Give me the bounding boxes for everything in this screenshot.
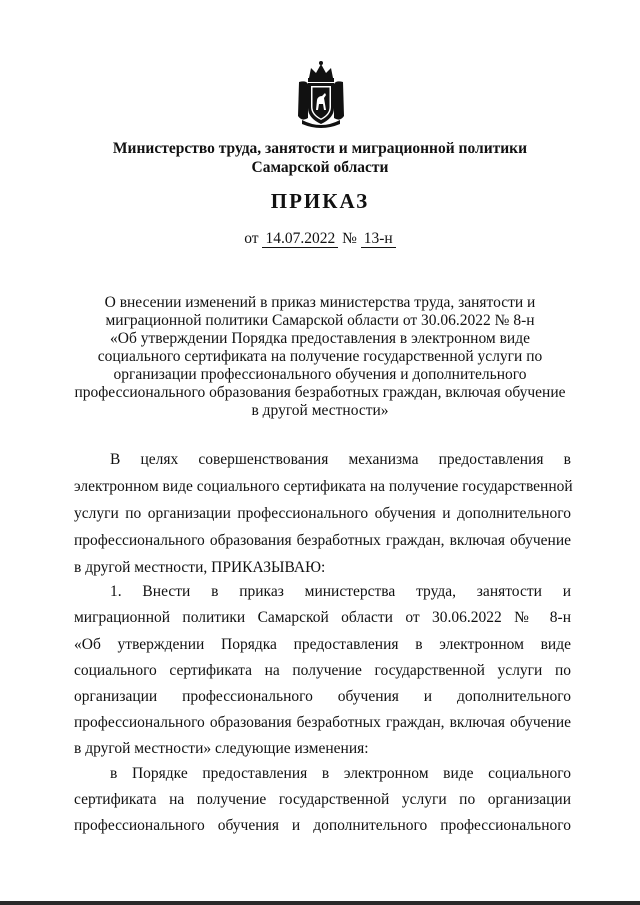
number-sign: № <box>342 230 357 247</box>
date-prefix: от <box>244 230 259 247</box>
subject-line: миграционной политики Самарской области от 30.06.2022 № 8-н <box>105 312 535 329</box>
body-line: социального сертификата на получение государственной услуги по <box>74 662 571 679</box>
body-line: сертификата на получение государственной услуги по организации <box>74 791 571 808</box>
scan-bottom-edge <box>0 901 640 905</box>
subject-line: профессионального образования безработных граждан, включая обучение <box>74 384 566 401</box>
body-line: профессионального обучения и дополнительного профессионального <box>74 817 571 834</box>
body-line: в другой местности, ПРИКАЗЫВАЮ: <box>74 559 326 576</box>
body-line: 1. Внести в приказ министерства труда, занятости и <box>110 583 571 600</box>
ministry-name-line-1: Министерство труда, занятости и миграционной политики <box>112 140 528 157</box>
order-date: 14.07.2022 <box>262 231 338 248</box>
subject-line: «Об утверждении Порядка предоставления в электронном виде <box>110 330 530 347</box>
order-number: 13-н <box>361 231 396 248</box>
body-line: услуги по организации профессионального обучения и дополнительного <box>74 505 571 522</box>
subject-line: социального сертификата на получение государственной услуги по <box>97 348 543 365</box>
body-line: в другой местности» следующие изменения: <box>74 740 369 757</box>
body-line: профессионального образования безработных граждан, включая обучение <box>74 532 571 549</box>
subject-line: организации профессионального обучения и дополнительного <box>113 366 527 383</box>
body-line: «Об утверждении Порядка предоставления в электронном виде <box>74 636 571 653</box>
body-line: миграционной политики Самарской области от 30.06.2022 № 8-н <box>74 609 571 626</box>
body-line: организации профессионального обучения и дополнительного <box>74 688 571 705</box>
order-title: ПРИКАЗ <box>270 189 370 213</box>
subject-line: в другой местности» <box>251 402 389 419</box>
ministry-name-line-2: Самарской области <box>251 159 389 176</box>
subject-line: О внесении изменений в приказ министерства труда, занятости и <box>104 294 536 311</box>
coat-of-arms-icon <box>296 60 346 128</box>
body-line: профессионального образования безработных граждан, включая обучение <box>74 714 571 731</box>
order-date-number-line <box>0 230 640 248</box>
body-line: в Порядке предоставления в электронном виде социального <box>110 765 571 782</box>
order-subject <box>70 294 570 420</box>
body-line: электронном виде социального сертификата на получение государственной <box>74 478 573 495</box>
body-line: В целях совершенствования механизма предоставления в <box>110 451 571 468</box>
